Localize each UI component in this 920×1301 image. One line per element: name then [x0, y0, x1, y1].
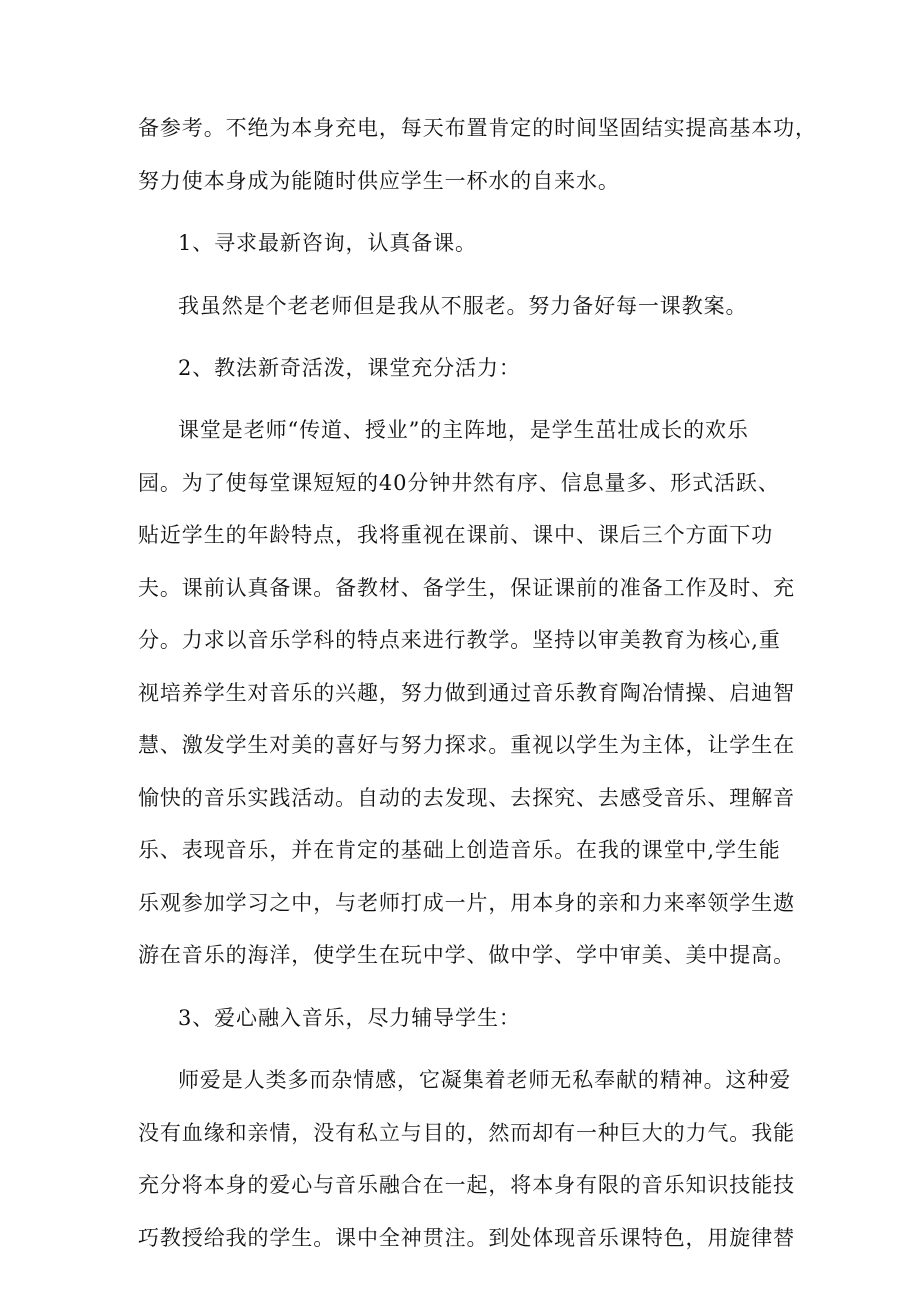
- paragraph-3-line-11: 游在音乐的海洋，使学生在玩中学、做中学、学中审美、美中提高。: [138, 943, 795, 967]
- paragraph-3-line-10: 乐观参加学习之中，与老师打成一片，用本身的亲和力来率领学生遨: [138, 891, 795, 915]
- paragraph-4-line-2: 没有血缘和亲情，没有私立与目的，然而却有一种巨大的力气。我能: [138, 1121, 795, 1145]
- paragraph-3-line-1: 课堂是老师“传道、授业”的主阵地，是学生茁壮成长的欢乐: [178, 418, 749, 442]
- paragraph-3-line-2: 园。为了使每堂课短短的40分钟井然有序、信息量多、形式活跃、: [138, 471, 780, 495]
- paragraph-3-line-9: 乐、表现音乐，并在肯定的基础上创造音乐。在我的课堂中,学生能: [138, 838, 781, 862]
- paragraph-1-line-2: 努力使本身成为能随时供应学生一杯水的自来水。: [138, 169, 620, 193]
- paragraph-3-line-4: 夫。课前认真备课。备教材、备学生，保证课前的准备工作及时、充: [138, 576, 795, 600]
- section-heading-1: 1、寻求最新咨询，认真备课。: [178, 231, 477, 255]
- section-heading-3: 3、爱心融入音乐，尽力辅导学生：: [178, 1006, 521, 1030]
- paragraph-2: 我虽然是个老老师但是我从不服老。努力备好每一课教案。: [178, 294, 748, 318]
- paragraph-3-line-6: 视培养学生对音乐的兴趣，努力做到通过音乐教育陶冶情操、启迪智: [138, 681, 795, 705]
- paragraph-4-line-4: 巧教授给我的学生。课中全神贯注。到处体现音乐课特色，用旋律替: [138, 1226, 795, 1250]
- paragraph-1-line-1: 备参考。不绝为本身充电，每天布置肯定的时间坚固结实提高基本功，: [138, 116, 817, 140]
- section-heading-2: 2、教法新奇活泼，课堂充分活力：: [178, 356, 521, 380]
- paragraph-4-line-3: 充分将本身的爱心与音乐融合在一起，将本身有限的音乐知识技能技: [138, 1173, 795, 1197]
- paragraph-3-line-3: 贴近学生的年龄特点，我将重视在课前、课中、课后三个方面下功: [138, 523, 774, 547]
- paragraph-4-line-1: 师爱是人类多而杂情感，它凝集着老师无私奉献的精神。这种爱: [178, 1068, 792, 1092]
- paragraph-3-line-5: 分。力求以音乐学科的特点来进行教学。坚持以审美教育为核心,重: [138, 628, 781, 652]
- paragraph-3-line-7: 慧、激发学生对美的喜好与努力探求。重视以学生为主体，让学生在: [138, 733, 795, 757]
- paragraph-3-line-8: 愉快的音乐实践活动。自动的去发现、去探究、去感受音乐、理解音: [138, 786, 795, 810]
